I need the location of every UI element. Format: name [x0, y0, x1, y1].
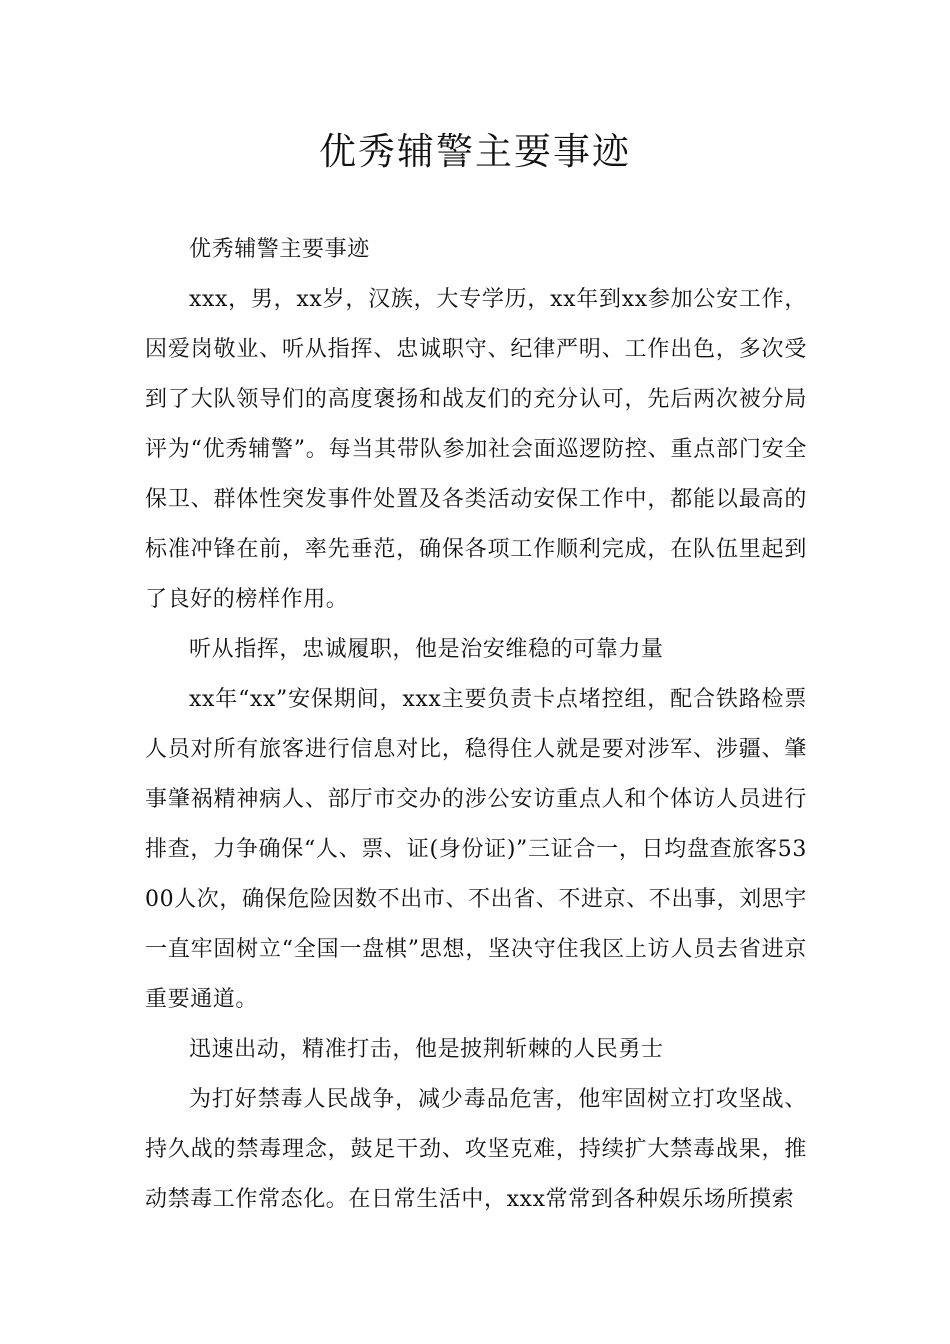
document-title: 优秀辅警主要事迹: [319, 130, 631, 173]
paragraph-anti-drug: 为打好禁毒人民战争，减少毒品危害，他牢固树立打攻坚战、持久战的禁毒理念，鼓足干劲、攻坚克难，持续扩大禁毒战果，推动禁毒工作常态化。在日常生活中，xxx常常到各种娱乐场所摸索: [145, 1087, 807, 1212]
document-body: [145, 225, 807, 1225]
paragraph-security-duty: xx年“xx”安保期间，xxx主要负责卡点堵控组，配合铁路检票人员对所有旅客进行信息对比，稳得住人就是要对涉军、涉疆、肇事肇祸精神病人、部厅市交办的涉公安访重点人和个体访人员进行排查，力争确保“人、票、证(身份证)”三证合一，日均盘查旅客5300人次，确保危险因数不出市、不出省、不进京、不出事，刘思宇一直牢固树立“全国一盘棋”思想，坚决守住我区上访人员去省进京重要通道。: [145, 687, 807, 1012]
paragraph-heading: 优秀辅警主要事迹: [189, 237, 370, 262]
section-heading-loyalty: 听从指挥，忠诚履职，他是治安维稳的可靠力量: [189, 637, 664, 662]
section-heading-strike: 迅速出动，精准打击，他是披荆斩棘的人民勇士: [189, 1037, 664, 1062]
paragraph-intro: xxx，男，xx岁，汉族，大专学历，xx年到xx参加公安工作，因爱岗敬业、听从指挥、忠诚职守、纪律严明、工作出色，多次受到了大队领导们的高度褒扬和战友们的充分认可，先后两次被分局评为“优秀辅警”。每当其带队参加社会面巡逻防控、重点部门安全保卫、群体性突发事件处置及各类活动安保工作中，都能以最高的标准冲锋在前，率先垂范，确保各项工作顺利完成，在队伍里起到了良好的榜样作用。: [145, 287, 807, 612]
